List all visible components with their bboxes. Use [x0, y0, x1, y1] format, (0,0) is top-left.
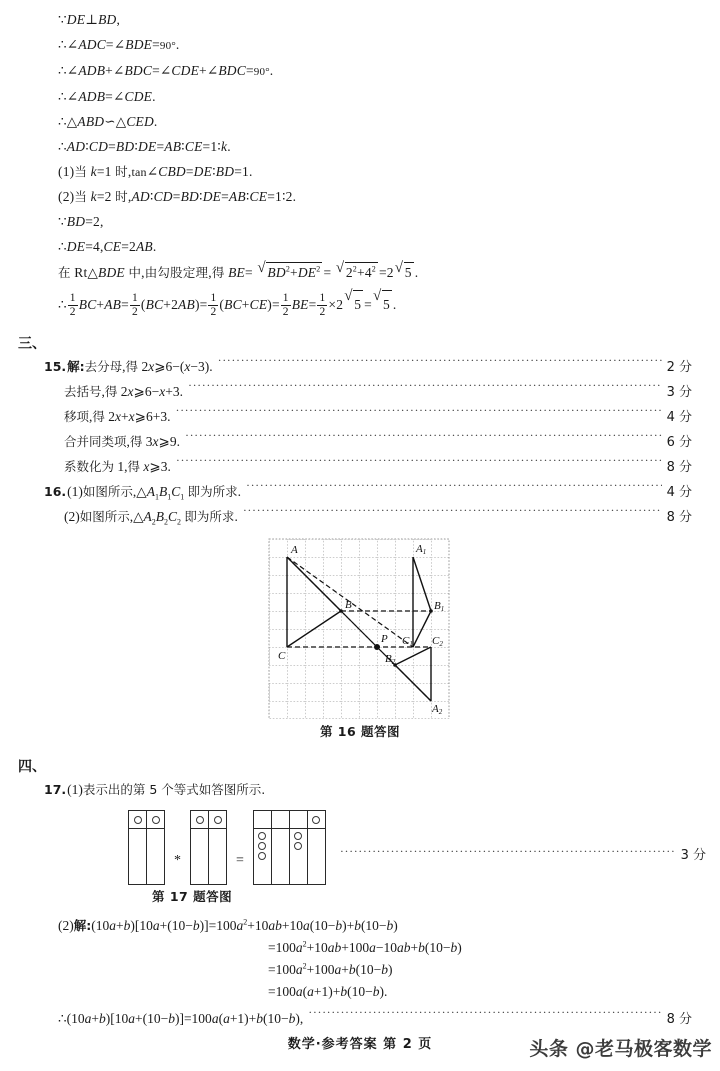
figure-16-wrapper [265, 536, 455, 740]
block-left-factor [128, 810, 165, 885]
block-column [290, 811, 308, 884]
score-label: 4 分 [666, 410, 692, 425]
dot-leader [218, 357, 662, 371]
answer-body: 去括号,得 2x⩾6−x+3. [64, 384, 183, 399]
label-b1: B1 [434, 600, 445, 613]
section-heading-four: 四、 [18, 759, 46, 775]
block-column [272, 811, 290, 884]
point-b-marker [339, 609, 343, 613]
answer-body: 解:去分母,得 2x⩾6−(x−3). [67, 359, 213, 374]
cell-body [254, 829, 271, 884]
cell-top [129, 811, 146, 829]
proof-line-final: ∴ $\frac{1}{2}$ BC+AB= $\frac{1}{2}$ (BC+2AB)= $\frac{1}{2}$ (BC+CE)= $\frac{1}{2}$ BE= $\frac{1}{2}$ ×2 √ 5 = √ 5 . [58, 288, 397, 318]
circle-dot-icon [294, 842, 302, 850]
block-column [147, 811, 164, 884]
block-product [253, 810, 326, 885]
label-p: P [381, 633, 388, 645]
cell-body [129, 829, 146, 884]
section-heading-three: 三、 [18, 336, 46, 352]
cell-top [308, 811, 325, 829]
cell-top [254, 811, 271, 829]
answer-row-15-3 [0, 407, 720, 428]
figure-17-caption: 第 17 题答图 [152, 889, 233, 904]
dot-leader [243, 507, 662, 521]
figure-16-grid [265, 536, 453, 719]
label-c2: C2 [432, 635, 443, 648]
block-column [308, 811, 325, 884]
answer-row-16-1 [0, 482, 720, 503]
proof-line: (1)当 k=1 时,tan∠CBD=DE∶BD=1. [58, 164, 253, 179]
proof-line: ∴∠ADB+∠BDC=∠CDE+∠BDC=90°. [58, 63, 274, 78]
page-footer [0, 1033, 720, 1059]
block-column [209, 811, 226, 884]
label-a1: A1 [416, 543, 427, 556]
block-column [129, 811, 147, 884]
derivation-17-2 [0, 915, 720, 1003]
figure-17-row [0, 810, 720, 885]
circle-dot-icon [294, 832, 302, 840]
derivation-line: $=100a^2+10ab+100a-10ab+b(10-b)$ [268, 939, 462, 955]
answer-row-15-1 [0, 357, 720, 378]
block-right-factor [190, 810, 227, 885]
cell-body [191, 829, 208, 884]
answer-body: 移项,得 2x+x⩾6+3. [64, 409, 171, 424]
score-label: 8 分 [666, 1012, 692, 1027]
answer-body [67, 780, 265, 800]
circle-dot-icon [214, 816, 222, 824]
answer-body: ∴(10a+b)[10a+(10−b)]=100a(a+1)+b(10−b), [58, 1011, 304, 1026]
circle-dot-icon [196, 816, 204, 824]
cell-top [290, 811, 307, 829]
answer-body: 合并同类项,得 3x⩾9. [64, 434, 180, 449]
question-number-16: 16. [44, 484, 67, 499]
proof-line: ∴△ABD∽△CED. [58, 114, 158, 129]
score-label: 6 分 [666, 435, 692, 450]
part-text: 表示出的第 5 个等式如答图所示. [82, 782, 266, 797]
proof-line: ∴AD∶CD=BD∶DE=AB∶CE=1∶k. [58, 139, 231, 154]
proof-line: ∴∠ADB=∠CDE. [58, 89, 156, 104]
proof-line: (2)当 k=2 时,AD∶CD=BD∶DE=AB∶CE=1∶2. [58, 189, 297, 204]
dot-leader [175, 407, 661, 421]
point-p-marker [374, 644, 380, 650]
label-a2: A2 [432, 703, 443, 716]
dot-leader [188, 382, 662, 396]
equals-operator: = [236, 852, 244, 868]
cell-body [209, 829, 226, 884]
figure-16-caption: 第 16 题答图 [319, 724, 401, 739]
multiply-operator: * [174, 852, 181, 868]
cell-top [209, 811, 226, 829]
cell-body [308, 829, 325, 884]
cell-body [272, 829, 289, 884]
answer-row-17-conclusion [0, 1009, 720, 1030]
dot-leader [340, 810, 676, 885]
derivation-line: =100a(a+1)+b(10−b). [268, 984, 388, 999]
answer-body: 系数化为 1,得 x⩾3. [64, 459, 171, 474]
derivation-line: (2)解$:(10a+b)[10a+(10-b)]=100a^2+10ab+10a(10-b)+b(10-b)$ [58, 917, 398, 933]
answer-body: (2)如图所示$,\triangle A_2B_2C_2$ 即为所求. [64, 509, 238, 527]
question-number-17: 17. [44, 782, 67, 797]
label-c1: C1 [402, 635, 413, 648]
score-label: 3 分 [680, 848, 706, 863]
circle-dot-icon [312, 816, 320, 824]
answer-row-15-5 [0, 457, 720, 478]
score-label: 2 分 [666, 360, 692, 375]
solve-label: 解: [67, 359, 85, 374]
dot-leader [185, 432, 662, 446]
dot-leader [308, 1009, 661, 1023]
answer-row-15-4 [0, 432, 720, 453]
derivation-line: $=100a^2+100a+b(10-b)$ [268, 961, 393, 977]
proof-line: ∴∠ADC=∠BDE=90°. [58, 37, 180, 52]
cell-body [147, 829, 164, 884]
label-b2: B2 [385, 653, 396, 666]
proof-line-pythagorean: 在 Rt△BDE 中,由勾股定理,得 BE= √ $BD^2+DE^2$ = √ $2^2+4^2 =2$ √ 5 . [0, 262, 720, 283]
circle-dot-icon [134, 816, 142, 824]
solve-label: 解: [73, 918, 92, 933]
watermark-text: 头条 @老马极客数学 [529, 1038, 712, 1060]
proof-line: ∵DE⊥BD, [58, 12, 121, 27]
proof-line: ∴DE=4,CE=2AB. [58, 239, 157, 254]
label-c: C [278, 650, 286, 662]
cell-top [147, 811, 164, 829]
point-b1-marker [429, 609, 433, 613]
answer-row-16-2 [0, 507, 720, 528]
score-label: 8 分 [666, 510, 692, 525]
figure-16-svg [265, 536, 453, 719]
block-column [191, 811, 209, 884]
cell-top [272, 811, 289, 829]
dot-leader [176, 457, 662, 471]
answer-row-15-2 [0, 382, 720, 403]
proof-block-continued [0, 0, 720, 319]
cell-top [191, 811, 208, 829]
circle-dot-icon [258, 842, 266, 850]
figure-17-blocks [128, 810, 326, 885]
dot-leader [246, 482, 662, 496]
part-label: (1) [67, 782, 83, 797]
score-label: 4 分 [666, 485, 692, 500]
circle-dot-icon [152, 816, 160, 824]
footer-subject-page: 数学·参考答案 第 2 页 [287, 1037, 433, 1052]
question-number-15: 15. [44, 359, 67, 374]
label-b: B [345, 599, 352, 611]
circle-dot-icon [258, 832, 266, 840]
label-a: A [291, 544, 298, 556]
circle-dot-icon [258, 852, 266, 860]
score-label: 3 分 [666, 385, 692, 400]
score-label: 8 分 [666, 460, 692, 475]
cell-body [290, 829, 307, 884]
proof-line: ∵BD=2, [58, 214, 104, 229]
answer-row-17-1 [0, 780, 720, 800]
answer-body: (1)如图所示$,\triangle A_1B_1C_1$ 即为所求. [67, 484, 241, 502]
block-column [254, 811, 272, 884]
